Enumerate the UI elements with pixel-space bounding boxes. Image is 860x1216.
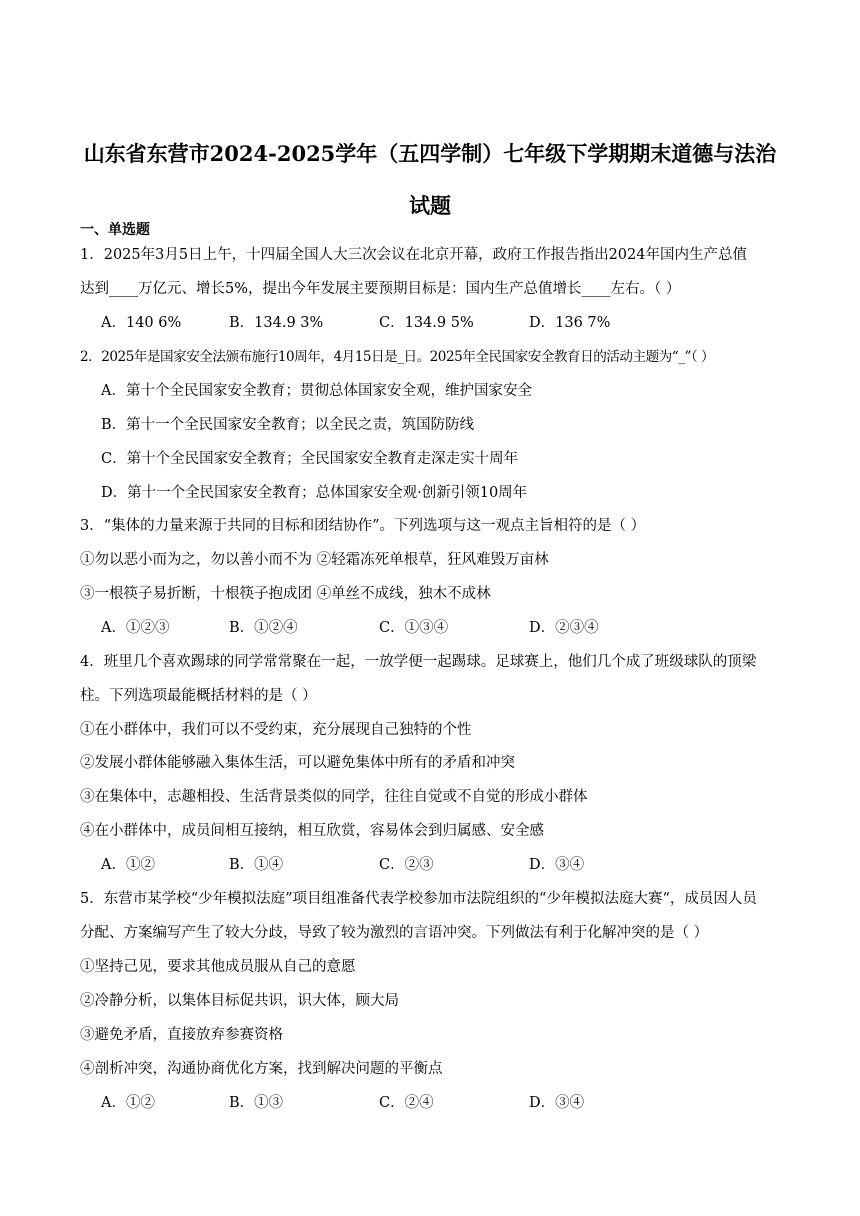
q1-line-2: 达到____万亿元、增长5%，提出今年发展主要预期目标是：国内生产总值增长____左右。（ ）	[80, 281, 681, 297]
q3-option-d: D．②③④	[529, 620, 599, 636]
q1-line-1: 1．2025年3月5日上午，十四届全国人大三次会议在北京开幕，政府工作报告指出2024年国内生产总值	[80, 247, 747, 263]
q3-option-b: B．①②④	[229, 620, 298, 636]
q5-option-c: C．②④	[379, 1095, 434, 1111]
q4-line-3: ①在小群体中，我们可以不受约束，充分展现自己独特的个性	[80, 722, 472, 738]
title-line-2: 试题	[409, 193, 451, 218]
q3-line-1: 3．“集体的力量来源于共同的目标和团结协作”。下列选项与这一观点主旨相符的是（ ）	[80, 518, 646, 534]
q2-line-1: 2．2025年是国家安全法颁布施行10周年，4月15日是_日。2025年全民国家安全教育日的活动主题为“_”（ ）	[80, 349, 715, 365]
q4-line-4: ②发展小群体能够融入集体生活，可以避免集体中所有的矛盾和冲突	[80, 755, 515, 771]
q5-line-3: ①坚持己见，要求其他成员服从自己的意愿	[80, 959, 356, 975]
q4-line-1: 4．班里几个喜欢踢球的同学常常聚在一起，一放学便一起踢球。足球赛上，他们几个成了班级球队的顶梁	[80, 654, 757, 670]
q2-option-d: D．第十一个全民国家安全教育；总体国家安全观·创新引领10周年	[101, 485, 528, 501]
q4-line-6: ④在小群体中，成员间相互接纳，相互欣赏，容易体会到归属感、安全感	[80, 823, 544, 839]
q2-option-b: B．第十一个全民国家安全教育；以全民之责，筑国防防线	[101, 417, 475, 433]
q3-line-2: ①勿以恶小而为之，勿以善小而不为 ②轻霜冻死单根草，狂风难毁万亩林	[80, 552, 549, 568]
document-title	[60, 128, 800, 232]
q2-option-c: C．第十个全民国家安全教育；全民国家安全教育走深走实十周年	[101, 451, 519, 467]
q5-option-a: A．①②	[101, 1095, 155, 1111]
q4-option-c: C．②③	[379, 857, 434, 873]
q5-line-2: 分配、方案编写产生了较大分歧，导致了较为激烈的言语冲突。下列做法有利于化解冲突的是（ ）	[80, 925, 709, 941]
q4-line-2: 柱。下列选项最能概括材料的是（ ）	[80, 688, 317, 704]
section-heading: 一、单选题	[80, 222, 150, 238]
q4-option-d: D．③④	[529, 857, 585, 873]
q5-line-1: 5．东营市某学校“少年模拟法庭”项目组准备代表学校参加市法院组织的“少年模拟法庭大赛“，成员因人员	[80, 891, 757, 907]
q3-line-3: ③一根筷子易折断，十根筷子抱成团 ④单丝不成线，独木不成林	[80, 586, 491, 602]
q5-line-5: ③避免矛盾，直接放弃参赛资格	[80, 1027, 283, 1043]
q1-option-d: D．136 7%	[529, 315, 611, 331]
q1-option-a: A．140 6%	[101, 315, 182, 331]
q4-option-b: B．①④	[229, 857, 284, 873]
q3-option-a: A．①②③	[101, 620, 170, 636]
q1-option-b: B．134.9 3%	[229, 315, 324, 331]
q5-option-b: B．①③	[229, 1095, 284, 1111]
q4-option-a: A．①②	[101, 857, 155, 873]
q5-line-4: ②冷静分析，以集体目标促共识，识大体，顾大局	[80, 993, 399, 1009]
q4-line-5: ③在集体中，志趣相投、生活背景类似的同学，往往自觉或不自觉的形成小群体	[80, 789, 588, 805]
title-line-1: 山东省东营市2024-2025学年（五四学制）七年级下学期期末道德与法治	[83, 141, 777, 166]
q5-option-d: D．③④	[529, 1095, 585, 1111]
q5-line-6: ④剖析冲突，沟通协商优化方案，找到解决问题的平衡点	[80, 1061, 443, 1077]
q3-option-c: C．①③④	[379, 620, 449, 636]
q1-option-c: C．134.9 5%	[379, 315, 474, 331]
q2-option-a: A．第十个全民国家安全教育；贯彻总体国家安全观，维护国家安全	[101, 383, 532, 399]
